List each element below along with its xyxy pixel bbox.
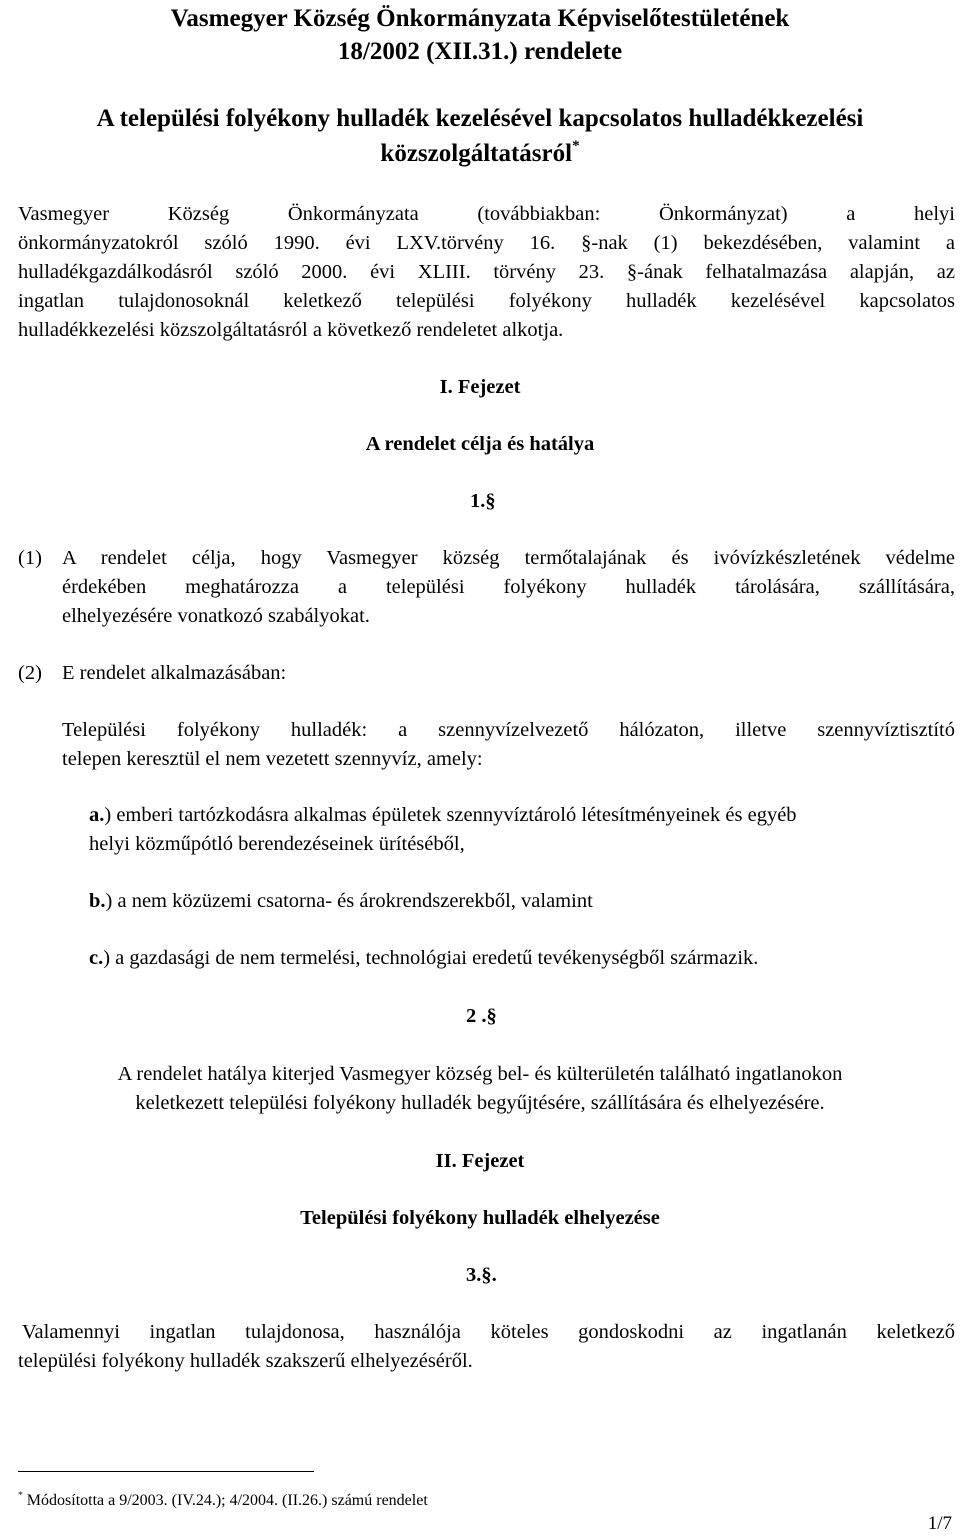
section-2-line-2: keletkezett települési folyékony hulladék begyűjtésére, szállítására és elhelyezésére. xyxy=(135,1092,825,1114)
title-footnote-mark: * xyxy=(572,137,580,154)
page-number: 1/7 xyxy=(927,1513,952,1534)
list-item-a-line-1 xyxy=(89,800,797,830)
paragraph-1-line-2: érdekében meghatározza a települési folyékony hulladék tárolására, szállítására, xyxy=(62,576,955,598)
definition-line-2: telepen keresztül el nem vezetett szennyvíz, amely: xyxy=(62,748,483,770)
list-item-b xyxy=(89,886,593,916)
list-item-c xyxy=(89,943,758,973)
footnote-separator xyxy=(18,1471,314,1472)
list-item-b-text: ) a nem közüzemi csatorna- és árokrendszerekből, valamint xyxy=(105,890,593,912)
preamble-line-4: ingatlan tulajdonosoknál keletkező települési folyékony hulladék kezelésével kapcsolatos xyxy=(18,290,955,312)
definition-line-1: Települési folyékony hulladék: a szennyvízelvezető hálózaton, illetve szennyvíztisztító xyxy=(62,719,955,741)
chapter-1-label: I. Fejezet xyxy=(439,376,521,398)
paragraph-1-line-1: A rendelet célja, hogy Vasmegyer község termőtalajának és ivóvízkészletének védelme xyxy=(62,547,955,569)
chapter-2-heading: Települési folyékony hulladék elhelyezése xyxy=(300,1207,660,1229)
section-3-line-1: Valamennyi ingatlan tulajdonosa, használója köteles gondoskodni az ingatlanán keletkező xyxy=(22,1321,955,1343)
list-item-c-mark: c. xyxy=(89,947,104,969)
paragraph-1-number: (1) xyxy=(18,547,42,569)
preamble-line-5: hulladékkezelési közszolgáltatásról a következő rendeletet alkotja. xyxy=(18,319,564,341)
preamble-line-2: önkormányzatokról szóló 1990. évi LXV.törvény 16. §-nak (1) bekezdésében, valamint a xyxy=(18,232,955,254)
footnote-text: Módosította a 9/2003. (IV.24.); 4/2004. (II.26.) számú rendelet xyxy=(26,1492,428,1509)
subtitle-text: közszolgáltatásról xyxy=(380,140,573,167)
paragraph-2-number: (2) xyxy=(18,662,42,684)
list-item-c-text: ) a gazdasági de nem termelési, technológiai eredetű tevékenységből származik. xyxy=(103,947,759,969)
footnote-mark: * xyxy=(18,1489,23,1501)
chapter-2-label: II. Fejezet xyxy=(435,1150,525,1172)
chapter-1-heading: A rendelet célja és hatálya xyxy=(365,433,595,455)
section-3-line-2: települési folyékony hulladék szakszerű elhelyezéséről. xyxy=(18,1350,473,1372)
preamble-line-3: hulladékgazdálkodásról szóló 2000. évi XLIII. törvény 23. §-ának felhatalmazása alapján, az xyxy=(18,261,955,283)
paragraph-2-text: E rendelet alkalmazásában: xyxy=(62,662,287,684)
footnote xyxy=(18,1489,428,1513)
list-item-a-mark: a. xyxy=(89,804,105,826)
section-3-label: 3.§. xyxy=(466,1264,497,1286)
paragraph-1-line-3: elhelyezésére vonatkozó szabályokat. xyxy=(62,605,370,627)
subtitle-line-2 xyxy=(0,139,960,169)
list-item-a-text: ) emberi tartózkodásra alkalmas épületek szennyvíztároló létesítményeinek és egyéb xyxy=(104,804,797,826)
title-line-2: 18/2002 (XII.31.) rendelete xyxy=(337,38,623,65)
preamble-line-1: Vasmegyer Község Önkormányzata (továbbiakban: Önkormányzat) a helyi xyxy=(18,203,955,225)
section-2-line-1: A rendelet hatálya kiterjed Vasmegyer község bel- és külterületén található ingatlanokon xyxy=(117,1063,843,1085)
list-item-b-mark: b. xyxy=(89,890,106,912)
subtitle-line-1: A települési folyékony hulladék kezelésével kapcsolatos hulladékkezelési xyxy=(96,105,864,132)
title-line-1: Vasmegyer Község Önkormányzata Képviselőtestületének xyxy=(170,5,790,32)
section-1-label: 1.§ xyxy=(470,490,496,512)
section-2-label: 2 .§ xyxy=(466,1005,497,1027)
list-item-a-line-2: helyi közműpótló berendezéseinek ürítéséből, xyxy=(89,833,465,855)
